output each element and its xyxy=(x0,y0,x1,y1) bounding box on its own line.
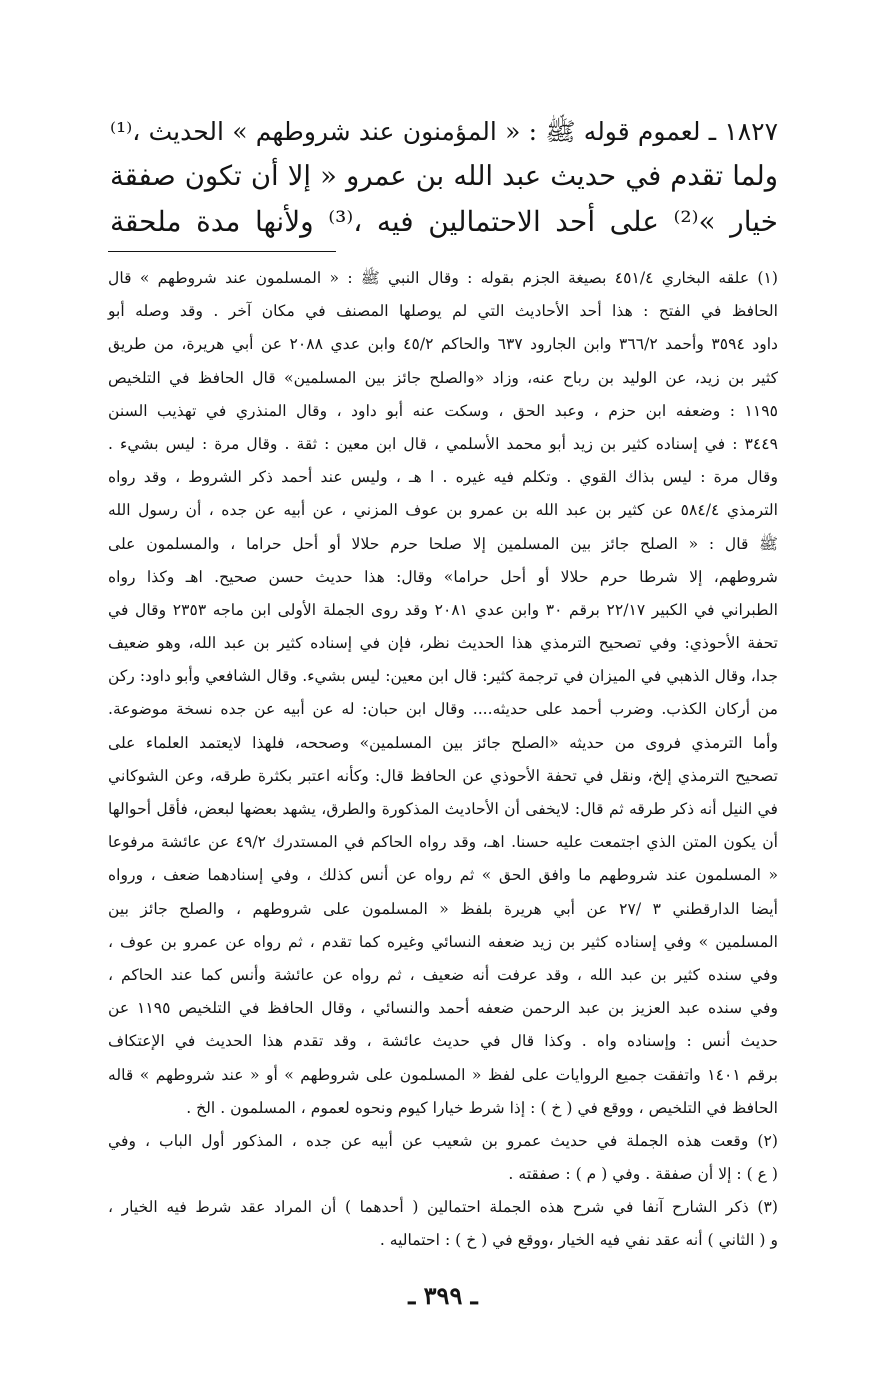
main-text-line: ولما تقدم في حديث عبد الله بن عمرو « إلا أن تكون صفقة xyxy=(110,161,778,192)
footnote-line: تحفة الأحوذي: وفي تصحيح الترمذي هذا الحديث نظر، فإن في إسناده كثير بن عبد الله، وهو ضعيف xyxy=(108,634,778,653)
footnote-line: أيضا الدارقطني ٣ /٢٧ عن أبي هريرة بلفظ « المسلمون على شروطهم ، والصلح جائز بين xyxy=(108,899,778,918)
footnote-line: ( ع ) : إلا أن صفقة . وفي ( م ) : صفقته . xyxy=(508,1165,778,1184)
footnote-line: داود ٣٥٩٤ وأحمد ٣٦٦/٢ وابن الجارود ٦٣٧ والحاكم ٤٥/٢ وابن عدي ٢٠٨٨ عن أبي هريرة، من طريق xyxy=(108,335,779,354)
footnote-line: ﷺ قال : « الصلح جائز بين المسلمين إلا صلحا حرم حلالا أو أحل حراما ، والمسلمون على xyxy=(108,534,778,553)
footnote-line: تصحيح الترمذي إلخ، ونقل في تحفة الأحوذي عن الحافظ قال: وكأنه اعتبر بكثرة طرقه، وعن الشوكاني xyxy=(108,766,778,785)
footnote-line: ٣٤٤٩ : في إسناده كثير بن زيد أبو محمد الأسلمي ، قال ابن معين : ثقة . وقال مرة : ليس بشيء . xyxy=(108,434,778,453)
footnote-line: برقم ١٤٠١ واتفقت جميع الروايات على لفظ « المسلمون على شروطهم » أو « عند شروطهم » قاله xyxy=(108,1065,778,1084)
footnote-separator xyxy=(108,251,336,252)
footnote-line: وفي سنده كثير بن عبد الله ، وقد عرفت أنه ضعيف ، ثم رواه عن عائشة وأنس كما عند الحاكم ، xyxy=(108,965,778,984)
footnote-line: المسلمين » وفي إسناده كثير بن زيد ضعفه النسائي وغيره كما تقدم ، ثم رواه عن عمرو بن عوف ، xyxy=(108,932,778,951)
footnote-line: في النيل أنه ذكر طرقه ثم قال: لايخفى أن الأحاديث المذكورة والطرق، يشهد بعضها لبعض، فأقل أحوالها xyxy=(108,800,778,818)
footnote-line: (٢) وقعت هذه الجملة في حديث عمرو بن شعيب عن أبيه عن جده ، المذكور أول الباب ، وفي xyxy=(108,1131,778,1150)
footnote-line: (٣) ذكر الشارح آنفا في شرح هذه الجملة احتمالين ( أحدهما ) أن المراد عقد شرط فيه الخيار ، xyxy=(108,1198,778,1217)
footnote-line: الطبراني في الكبير ٢٢/١٧ برقم ٣٠ وابن عدي ٢٠٨١ وقد روى الجملة الأولى ابن ماجه ٢٣٥٣ وقال في xyxy=(108,600,778,619)
footnote-line: « المسلمون عند شروطهم ما وافق الحق » ثم رواه عن أنس كذلك ، وفي إسنادهما ضعف ، ورواه xyxy=(108,866,778,885)
footnote-line: أن يكون المتن الذي اجتمعت عليه حسنا. اهـ، وقد رواه الحاكم في المستدرك ٤٩/٢ عن عائشة مرفوعا xyxy=(108,833,778,852)
footnote-line: الترمذي ٥٨٤/٤ عن كثير بن عبد الله بن عمرو بن عوف المزني ، عن أبيه عن جده ، أن رسول الله xyxy=(108,501,778,520)
footnote-line: شروطهم، إلا شرطا حرم حلالا أو أحل حراما» وقال: هذا حديث حسن صحيح. اهـ وكذا رواه xyxy=(108,567,778,586)
footnote-line: كثير بن زيد، عن الوليد بن رباح عنه، وزاد «والصلح جائز بين المسلمين» قال الحافظ في التلخيص xyxy=(108,368,778,387)
footnote-line: و ( الثاني ) أنه عقد نفي فيه الخيار ،ووقع في ( خ ) : احتماليه . xyxy=(379,1231,778,1250)
footnote-line: الحافظ في الفتح : هذا أحد الأحاديث التي لم يوصلها المصنف في مكان آخر . وقد وصله أبو xyxy=(108,302,778,321)
footnote-line: وقال مرة : ليس بذاك القوي . وتكلم فيه غيره . ا هـ ، وليس عند أحمد ذكر الشروط ، وقد رواه xyxy=(108,468,778,487)
footnote-line: ١١٩٥ : وضعفه ابن حزم ، وعبد الحق ، وسكت عنه أبو داود ، وقال المنذري في تهذيب السنن xyxy=(108,401,778,420)
footnote-line: جدا، وقال الذهبي في الميزان في ترجمة كثير: قال ابن معين: ليس بشيء. وقال الشافعي وأبو داود: ركن xyxy=(108,667,778,686)
footnotes xyxy=(108,262,778,1258)
page-number: ـ ٣٩٩ ـ xyxy=(408,1281,478,1310)
main-text-line: خيار »⁽²⁾ على أحد الاحتمالين فيه ،⁽³⁾ ولأنها مدة ملحقة xyxy=(110,205,778,238)
footnote-line: (١) علقه البخاري ٤٥١/٤ بصيغة الجزم بقوله : وقال النبي ﷺ : « المسلمون عند شروطهم » قال xyxy=(108,269,778,287)
footnote-line: وفي سنده عبد العزيز بن عبد الرحمن ضعفه أحمد والنسائي ، وقال الحافظ في التلخيص ١١٩٥ عن xyxy=(108,999,778,1018)
footnote-line: من أركان الكذب. وضرب أحمد على حديثه.... وقال ابن حبان: له عن أبيه عن جده نسخة موضوعة. xyxy=(108,700,778,719)
main-text-line: ١٨٢٧ ـ لعموم قوله ﷺ : « المؤمنون عند شروطهم » الحديث ،⁽¹⁾ xyxy=(110,117,778,146)
footnote-line: حديث أنس : وإسناده واه . وكذا قال في حديث عائشة ، وقد تقدم هذا الحديث في الإعتكاف xyxy=(108,1032,778,1051)
footnote-line: الحافظ في التلخيص ، ووقع في ( خ ) : إذا شرط خيارا كيوم ونحوه لعموم ، المسلمون . الخ . xyxy=(186,1098,778,1117)
footnote-line: وأما الترمذي فروى من حديثه «الصلح جائز بين المسلمين» وصححه، فلهذا لايعتمد العلماء على xyxy=(108,733,778,752)
